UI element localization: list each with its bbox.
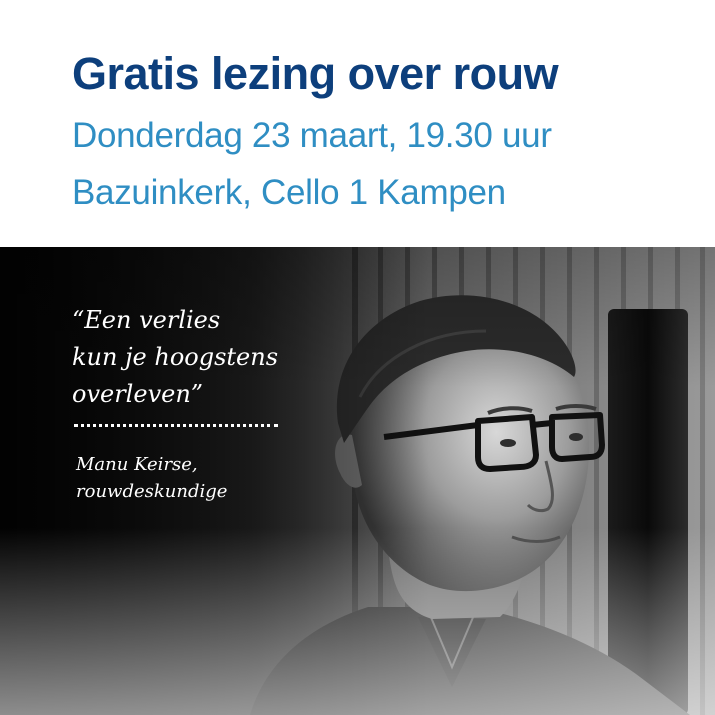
event-header <box>0 0 715 247</box>
quote-line: “Een verlies <box>72 306 221 334</box>
event-title: Gratis lezing over rouw <box>72 48 559 99</box>
author-name: Manu Keirse, <box>76 454 198 475</box>
quote-attribution <box>76 451 227 505</box>
quote-line: kun je hoogstens <box>72 343 279 371</box>
event-date-time: Donderdag 23 maart, 19.30 uur <box>72 116 552 155</box>
event-venue: Bazuinkerk, Cello 1 Kampen <box>72 173 506 212</box>
quote-text <box>72 302 278 413</box>
author-role: rouwdeskundige <box>76 481 228 502</box>
dotted-divider <box>74 424 278 427</box>
quote-line: overleven” <box>72 380 204 408</box>
